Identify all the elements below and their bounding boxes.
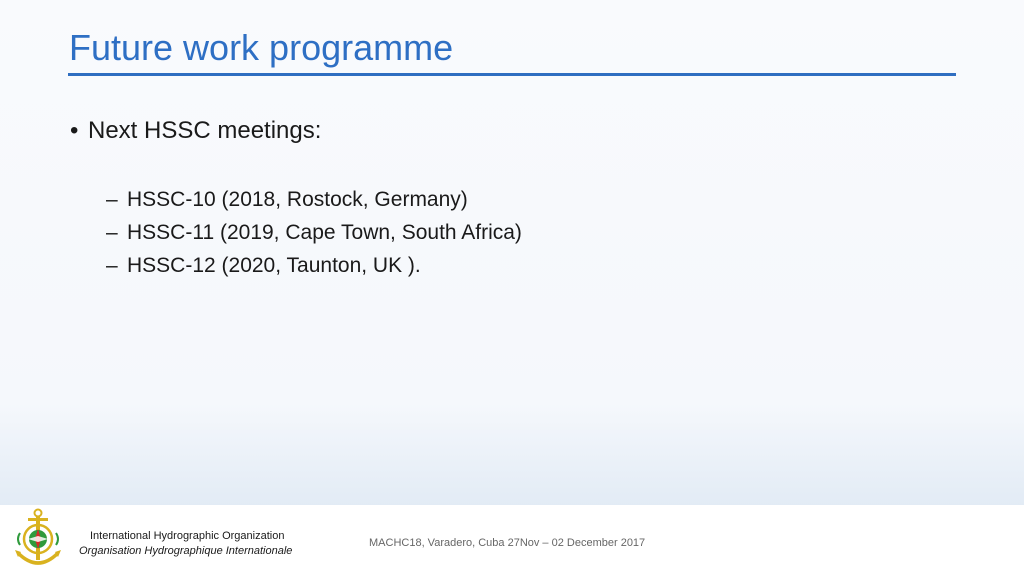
list-item: [106, 183, 522, 216]
meetings-list: [106, 183, 522, 282]
list-dash: –: [106, 254, 118, 277]
list-item: [106, 216, 522, 249]
slide-title: Future work programme: [69, 27, 454, 68]
org-name-french: Organisation Hydrographique Internationale: [79, 545, 293, 557]
list-dash: –: [106, 188, 118, 211]
list-item-text: HSSC-10 (2018, Rostock, Germany): [127, 188, 468, 211]
list-item-text: HSSC-11 (2019, Cape Town, South Africa): [127, 221, 522, 244]
bullet-dot: •: [70, 117, 79, 144]
bullet-text: Next HSSC meetings:: [88, 117, 322, 144]
list-dash: –: [106, 221, 118, 244]
meeting-info: MACHC18, Varadero, Cuba 27Nov – 02 December 2017: [369, 537, 646, 549]
title-underline: [68, 73, 956, 76]
bullet-next-meetings: [70, 114, 321, 148]
list-item-text: HSSC-12 (2020, Taunton, UK ).: [127, 254, 421, 277]
list-item: [106, 249, 522, 282]
iho-emblem-icon: [12, 507, 64, 573]
org-name-english: International Hydrographic Organization: [90, 530, 285, 542]
